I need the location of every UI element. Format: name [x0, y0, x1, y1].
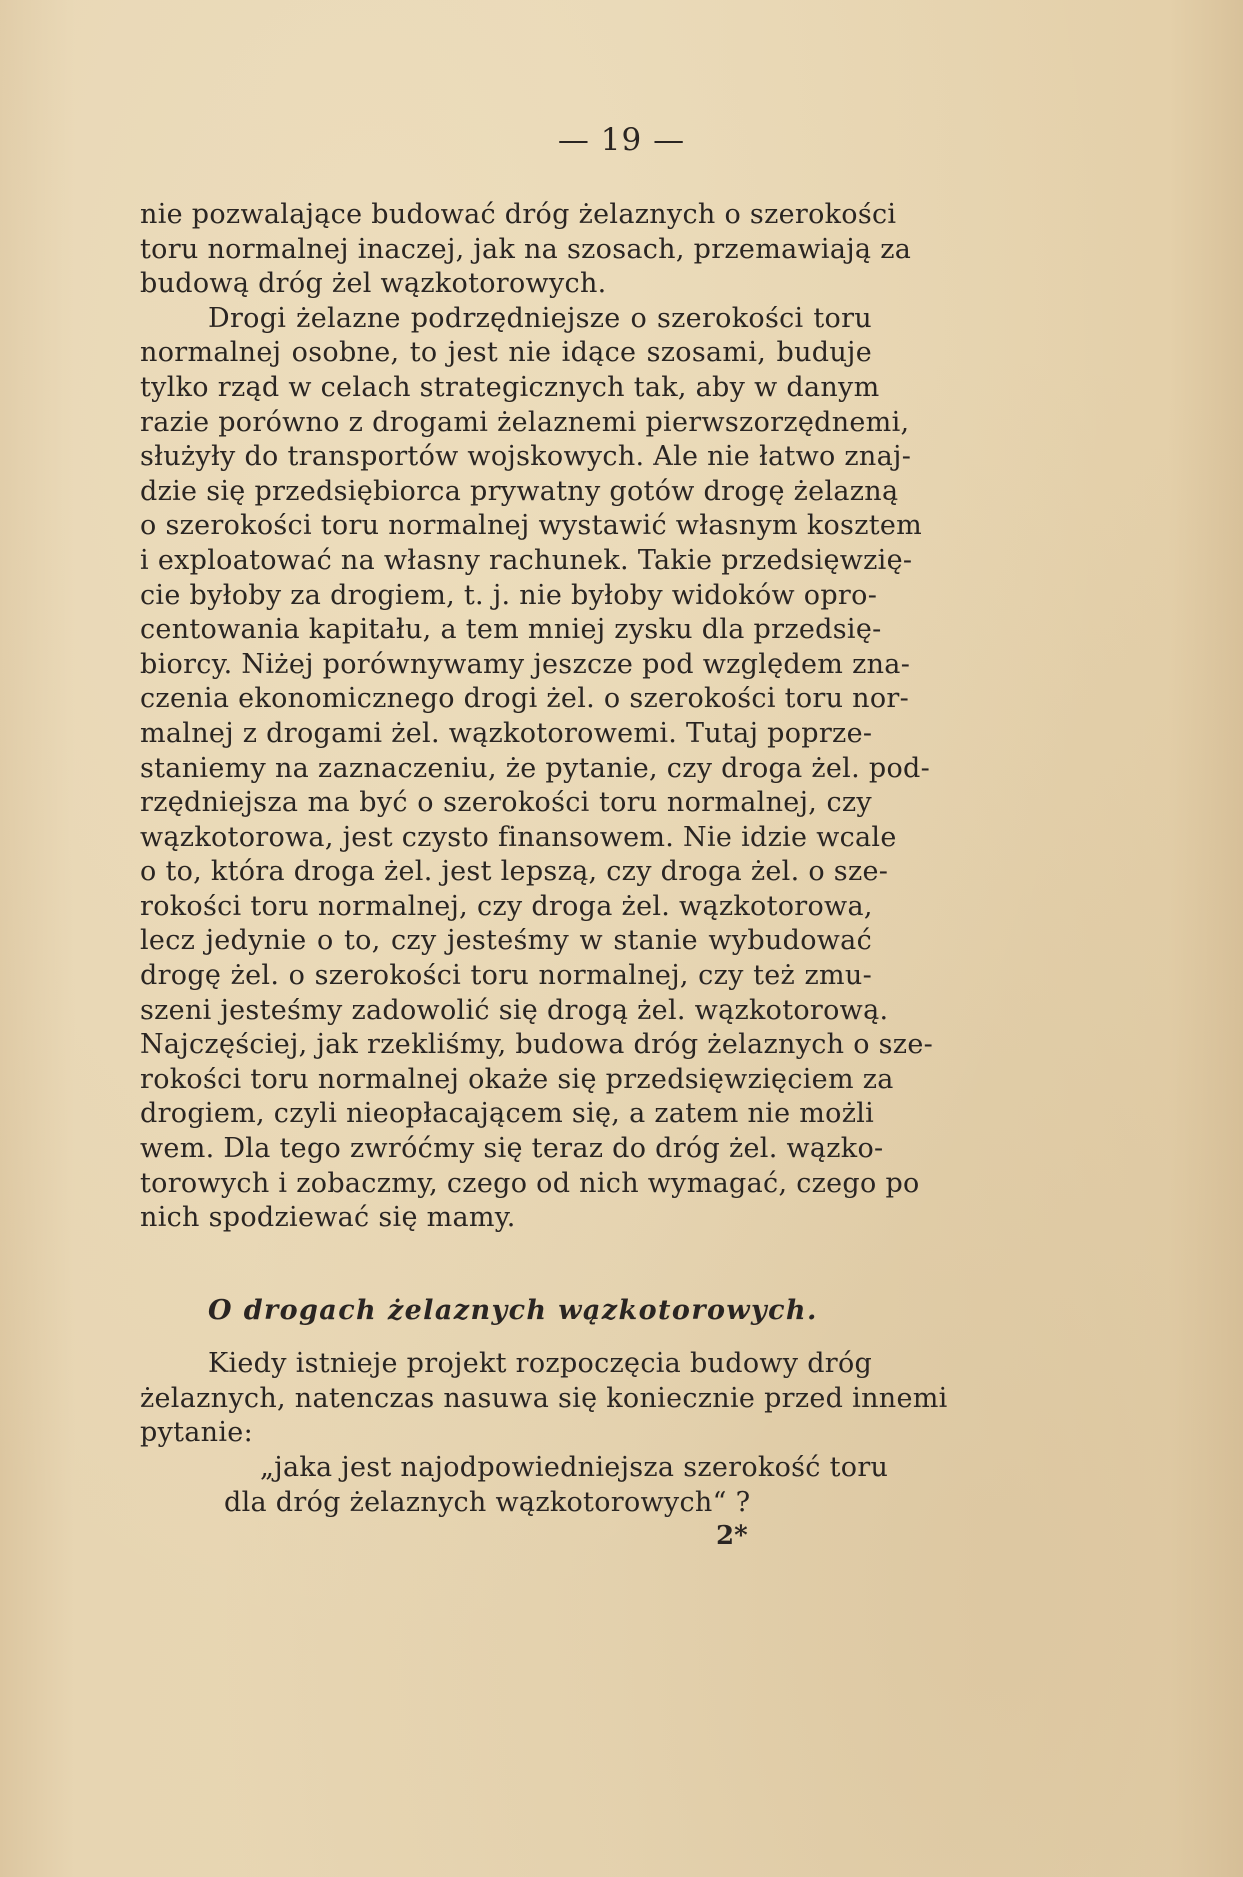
- text-line: czenia ekonomicznego drogi żel. o szerokości toru nor-: [140, 683, 910, 715]
- page-number: — 19 —: [557, 122, 686, 158]
- text-line: Najczęściej, jak rzekliśmy, budowa dróg żelaznych o sze-: [140, 1029, 934, 1061]
- text-line: żelaznych, natenczas nasuwa się koniecznie przed innemi: [140, 1382, 948, 1414]
- quote-line: dla dróg żelaznych wązkotorowych“ ?: [224, 1486, 751, 1518]
- text-line: torowych i zobaczmy, czego od nich wymagać, czego po: [140, 1167, 920, 1199]
- text-line: normalnej osobne, to jest nie idące szosami, buduje: [140, 337, 872, 369]
- text-line: tylko rząd w celach strategicznych tak, aby w danym: [140, 371, 880, 403]
- text-line: Kiedy istnieje projekt rozpoczęcia budowy dróg: [208, 1348, 873, 1379]
- text-line: rokości toru normalnej okaże się przedsięwzięciem za: [140, 1063, 894, 1095]
- text-line: o szerokości toru normalnej wystawić własnym kosztem: [140, 510, 923, 542]
- section-heading: O drogach żelaznych wązkotorowych.: [208, 1295, 818, 1326]
- text-line: staniemy na zaznaczeniu, że pytanie, czy droga żel. pod-: [140, 752, 931, 784]
- text-line: drogiem, czyli nieopłacającem się, a zatem nie możli: [140, 1098, 875, 1130]
- text-line: dzie się przedsiębiorca prywatny gotów drogę żelazną: [140, 475, 899, 507]
- text-line: rzędniejsza ma być o szerokości toru normalnej, czy: [140, 787, 872, 819]
- text-line: toru normalnej inaczej, jak na szosach, przemawiają za: [140, 233, 912, 265]
- quote-line: „jaka jest najodpowiedniejsza szerokość toru: [260, 1452, 889, 1483]
- text-line: rokości toru normalnej, czy droga żel. wązkotorowa,: [140, 890, 873, 922]
- question-paragraph: [140, 1347, 948, 1451]
- text-line: centowania kapitału, a tem mniej zysku dla przedsię-: [140, 614, 882, 646]
- signature-mark: 2*: [716, 1521, 748, 1551]
- text-line: cie byłoby za drogiem, t. j. nie byłoby widoków opro-: [140, 579, 878, 611]
- text-line: o to, która droga żel. jest lepszą, czy droga żel. o sze-: [140, 856, 889, 888]
- text-line: i exploatować na własny rachunek. Takie przedsięwzię-: [140, 544, 913, 576]
- text-line: wem. Dla tego zwróćmy się teraz do dróg żel. wązko-: [140, 1133, 884, 1165]
- text-line: pytanie:: [140, 1417, 253, 1449]
- text-line: budową dróg żel wązkotorowych.: [140, 268, 607, 300]
- text-line: drogę żel. o szerokości toru normalnej, czy też zmu-: [140, 960, 872, 992]
- text-line: biorcy. Niżej porównywamy jeszcze pod względem zna-: [140, 648, 911, 680]
- text-line: malnej z drogami żel. wązkotorowemi. Tutaj poprze-: [140, 717, 873, 749]
- text-line: nich spodziewać się mamy.: [140, 1202, 516, 1234]
- text-line: służyły do transportów wojskowych. Ale nie łatwo znaj-: [140, 441, 912, 473]
- text-line: Drogi żelazne podrzędniejsze o szerokości toru: [208, 302, 872, 334]
- text-line: razie porówno z drogami żelaznemi pierwszorzędnemi,: [140, 406, 910, 438]
- text-line: wązkotorowa, jest czysto finansowem. Nie idzie wcale: [140, 821, 897, 853]
- text-line: lecz jedynie o to, czy jesteśmy w stanie wybudować: [140, 925, 872, 957]
- text-line: nie pozwalające budować dróg żelaznych o szerokości: [140, 199, 897, 230]
- text-line: szeni jesteśmy zadowolić się drogą żel. wązkotorową.: [140, 994, 889, 1026]
- main-text-block: [140, 198, 934, 1236]
- quoted-question: [224, 1451, 889, 1520]
